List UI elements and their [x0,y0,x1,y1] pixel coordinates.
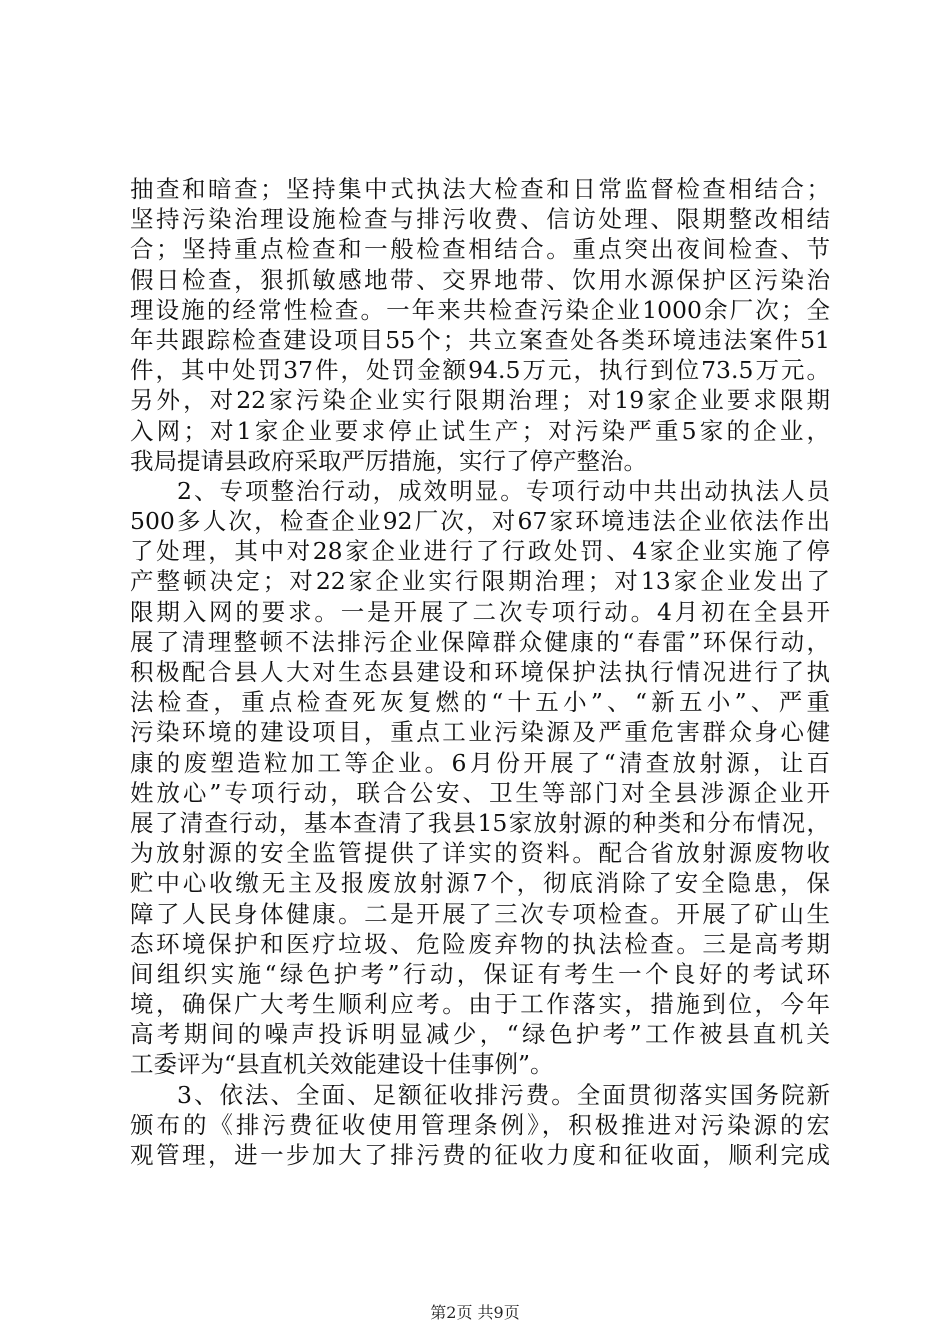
body-text [130,174,830,1170]
text-line: 年共跟踪检查建设项目55个；共立案查处各类环境违法案件51 [130,325,830,354]
text-line: 理设施的经常性检查。一年来共检查污染企业1000余厂次；全 [130,295,830,324]
text-line: 3、依法、全面、足额征收排污费。全面贯彻落实国务院新 [177,1080,830,1109]
text-line: 高考期间的噪声投诉明显减少，“绿色护考”工作被县直机关 [130,1020,830,1049]
text-line: 态环境保护和医疗垃圾、危险废弃物的执法检查。三是高考期 [130,929,830,958]
text-line: 积极配合县人大对生态县建设和环境保护法执行情况进行了执 [130,658,830,686]
text-line: 展了清理整顿不法排污企业保障群众健康的“春雷”环保行动， [130,627,830,656]
text-line: 观管理，进一步加大了排污费的征收力度和征收面，顺利完成 [130,1141,830,1169]
text-line: 2、专项整治行动，成效明显。专项行动中共出动执法人员 [177,476,830,505]
text-line: 产整顿决定；对22家企业实行限期治理；对13家企业发出了 [130,567,830,596]
text-line: 限期入网的要求。一是开展了二次专项行动。4月初在全县开 [130,597,830,626]
text-line: 工委评为“县直机关效能建设十佳事例”。 [130,1050,554,1079]
text-line: 康的废塑造粒加工等企业。6月份开展了“清查放射源，让百 [130,748,830,777]
text-line: 件，其中处罚37件，处罚金额94.5万元，执行到位73.5万元。 [130,356,830,385]
text-line: 颁布的《排污费征收使用管理条例》，积极推进对污染源的宏 [130,1110,830,1139]
text-line: 姓放心”专项行动，联合公安、卫生等部门对全县涉源企业开 [130,778,830,807]
text-line: 障了人民身体健康。二是开展了三次专项检查。开展了矿山生 [130,899,830,928]
text-line: 法检查，重点检查死灰复燃的“十五小”、“新五小”、严重 [130,688,830,717]
text-line: 500多人次，检查企业92厂次，对67家环境违法企业依法作出 [130,507,830,536]
text-line: 另外，对22家污染企业实行限期治理；对19家企业要求限期 [130,386,830,415]
text-line: 抽查和暗查；坚持集中式执法大检查和日常监督检查相结合； [130,175,830,203]
text-line: 假日检查，狠抓敏感地带、交界地带、饮用水源保护区污染治 [130,265,830,294]
text-line: 我局提请县政府采取严厉措施，实行了停产整治。 [130,446,647,475]
text-line: 境，确保广大考生顺利应考。由于工作落实，措施到位，今年 [130,990,830,1019]
text-line: 污染环境的建设项目，重点工业污染源及严重危害群众身心健 [130,718,830,747]
text-line: 贮中心收缴无主及报废放射源7个，彻底消除了安全隐患，保 [130,869,830,898]
text-line: 合；坚持重点检查和一般检查相结合。重点突出夜间检查、节 [130,235,830,264]
text-line: 间组织实施“绿色护考”行动，保证有考生一个良好的考试环 [130,959,830,988]
text-line: 坚持污染治理设施检查与排污收费、信访处理、限期整改相结 [130,205,830,234]
text-line: 了处理，其中对28家企业进行了行政处罚、4家企业实施了停 [130,537,830,566]
text-line: 展了清查行动，基本查清了我县15家放射源的种类和分布情况， [130,808,830,837]
page-number: 第2页 共9页 [430,1303,520,1322]
text-line: 为放射源的安全监管提供了详实的资料。配合省放射源废物收 [130,839,830,868]
text-line: 入网；对1家企业要求停止试生产；对污染严重5家的企业， [130,416,830,445]
